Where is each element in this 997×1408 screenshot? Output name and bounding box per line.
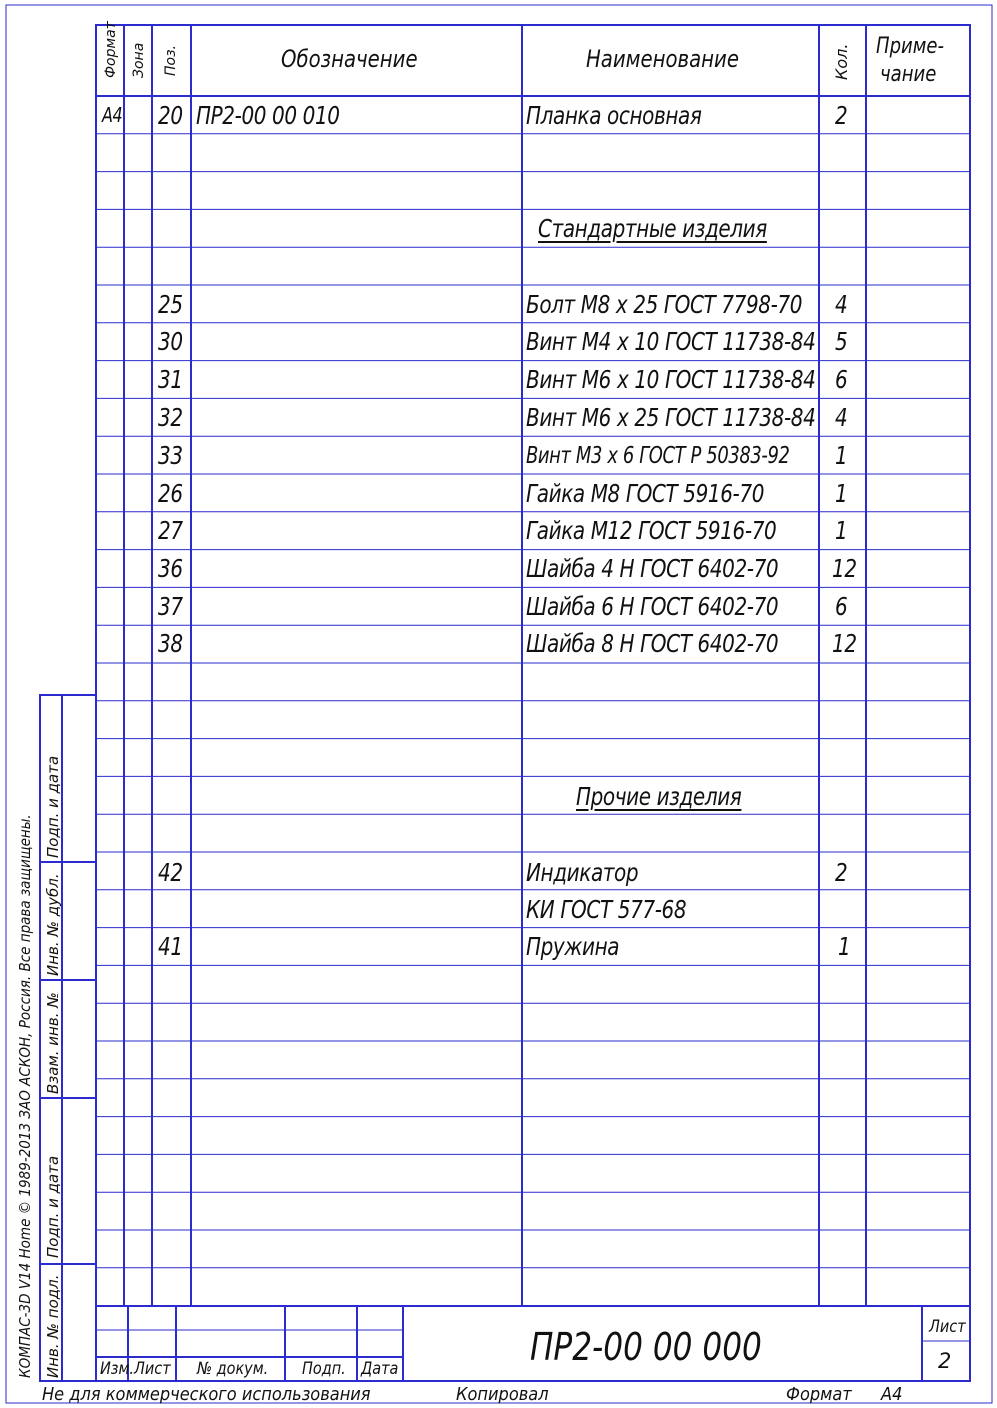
footer-format-value: А4: [881, 1384, 903, 1405]
row-32-qty: 4: [835, 403, 848, 432]
row-26-pos: 26: [158, 479, 183, 508]
row-42-qty: 2: [835, 858, 848, 887]
copyright-text: КОМПАС-3D V14 Home © 1989-2013 ЗАО АСКОН, Россия. Все права защищены.: [16, 814, 34, 1378]
row-36-qty: 12: [832, 554, 857, 583]
footer-format-label: Формат: [786, 1384, 852, 1405]
row-27-pos: 27: [158, 516, 183, 545]
section-title-standard: Стандартные изделия: [538, 214, 767, 243]
row-37-qty: 6: [835, 592, 848, 621]
row-27-qty: 1: [835, 516, 848, 545]
row-42-name: Индикатор: [526, 858, 639, 887]
stamp-inv-podl: Инв. № подл.: [44, 1274, 62, 1378]
row-38-pos: 38: [158, 629, 183, 658]
row-38-qty: 12: [832, 629, 857, 658]
row-41-qty: 1: [838, 932, 851, 961]
row-1-format: А4: [102, 103, 123, 127]
row-30-pos: 30: [158, 327, 183, 356]
row-33-qty: 1: [835, 441, 848, 470]
row-41-pos: 41: [158, 932, 183, 961]
row-37-name: Шайба 6 Н ГОСТ 6402-70: [526, 592, 779, 621]
tb-list: Лист: [134, 1359, 171, 1379]
row-30-qty: 5: [835, 327, 848, 356]
footer-copied: Копировал: [456, 1384, 549, 1405]
row-32-name: Винт М6 х 25 ГОСТ 11738-84: [526, 403, 816, 432]
row-1-pos: 20: [158, 101, 183, 130]
row-38-name: Шайба 8 Н ГОСТ 6402-70: [526, 629, 779, 658]
header-name: Наименование: [586, 45, 739, 73]
footer-noncommercial: Не для коммерческого использования: [42, 1384, 371, 1405]
row-31-name: Винт М6 х 10 ГОСТ 11738-84: [526, 365, 816, 394]
stamp-inv-dubl: Инв. № дубл.: [44, 873, 62, 976]
tb-data: Дата: [361, 1359, 399, 1379]
stamp-vzam-inv: Взам. инв. №: [44, 992, 62, 1094]
row-33-name: Винт М3 х 6 ГОСТ Р 50383-92: [526, 443, 790, 469]
row-1-name: Планка основная: [526, 101, 702, 130]
tb-izm: Изм.: [100, 1359, 134, 1379]
section-title-other: Прочие изделия: [576, 782, 742, 811]
header-qty: Кол.: [832, 43, 851, 80]
header-designation: Обозначение: [281, 45, 418, 73]
row-31-qty: 6: [835, 365, 848, 394]
row-1-qty: 2: [835, 101, 848, 130]
row-25-name: Болт М8 х 25 ГОСТ 7798-70: [526, 290, 803, 319]
row-36-pos: 36: [158, 554, 183, 583]
tb-sheet-label: Лист: [929, 1317, 966, 1337]
tb-podp: Подп.: [302, 1359, 346, 1379]
header-format: Формат: [103, 21, 119, 78]
tb-sheet-no: 2: [938, 1349, 952, 1373]
row-37-pos: 37: [158, 592, 183, 621]
header-zone: Зона: [131, 42, 147, 78]
tb-designation: ПР2-00 00 000: [530, 1325, 762, 1369]
header-note-line2: чание: [880, 62, 937, 87]
stamp-podp-data-top: Подп. и дата: [44, 755, 62, 858]
row-25-qty: 4: [835, 290, 848, 319]
row-36-name: Шайба 4 Н ГОСТ 6402-70: [526, 554, 779, 583]
tb-doc-no: № докум.: [197, 1359, 269, 1379]
row-42-name-cont: КИ ГОСТ 577-68: [526, 895, 687, 924]
header-pos: Поз.: [163, 45, 179, 76]
row-26-name: Гайка М8 ГОСТ 5916-70: [526, 479, 765, 508]
row-41-name: Пружина: [526, 932, 620, 961]
header-note-line1: Приме-: [876, 34, 944, 59]
row-31-pos: 31: [158, 365, 183, 394]
row-25-pos: 25: [158, 290, 183, 319]
row-32-pos: 32: [158, 403, 183, 432]
row-1-designation: ПР2-00 00 010: [196, 101, 340, 130]
row-30-name: Винт М4 х 10 ГОСТ 11738-84: [526, 327, 816, 356]
row-27-name: Гайка М12 ГОСТ 5916-70: [526, 516, 777, 545]
row-33-pos: 33: [158, 441, 183, 470]
stamp-podp-data-bottom: Подп. и дата: [44, 1155, 62, 1258]
row-42-pos: 42: [158, 858, 183, 887]
row-26-qty: 1: [835, 479, 848, 508]
